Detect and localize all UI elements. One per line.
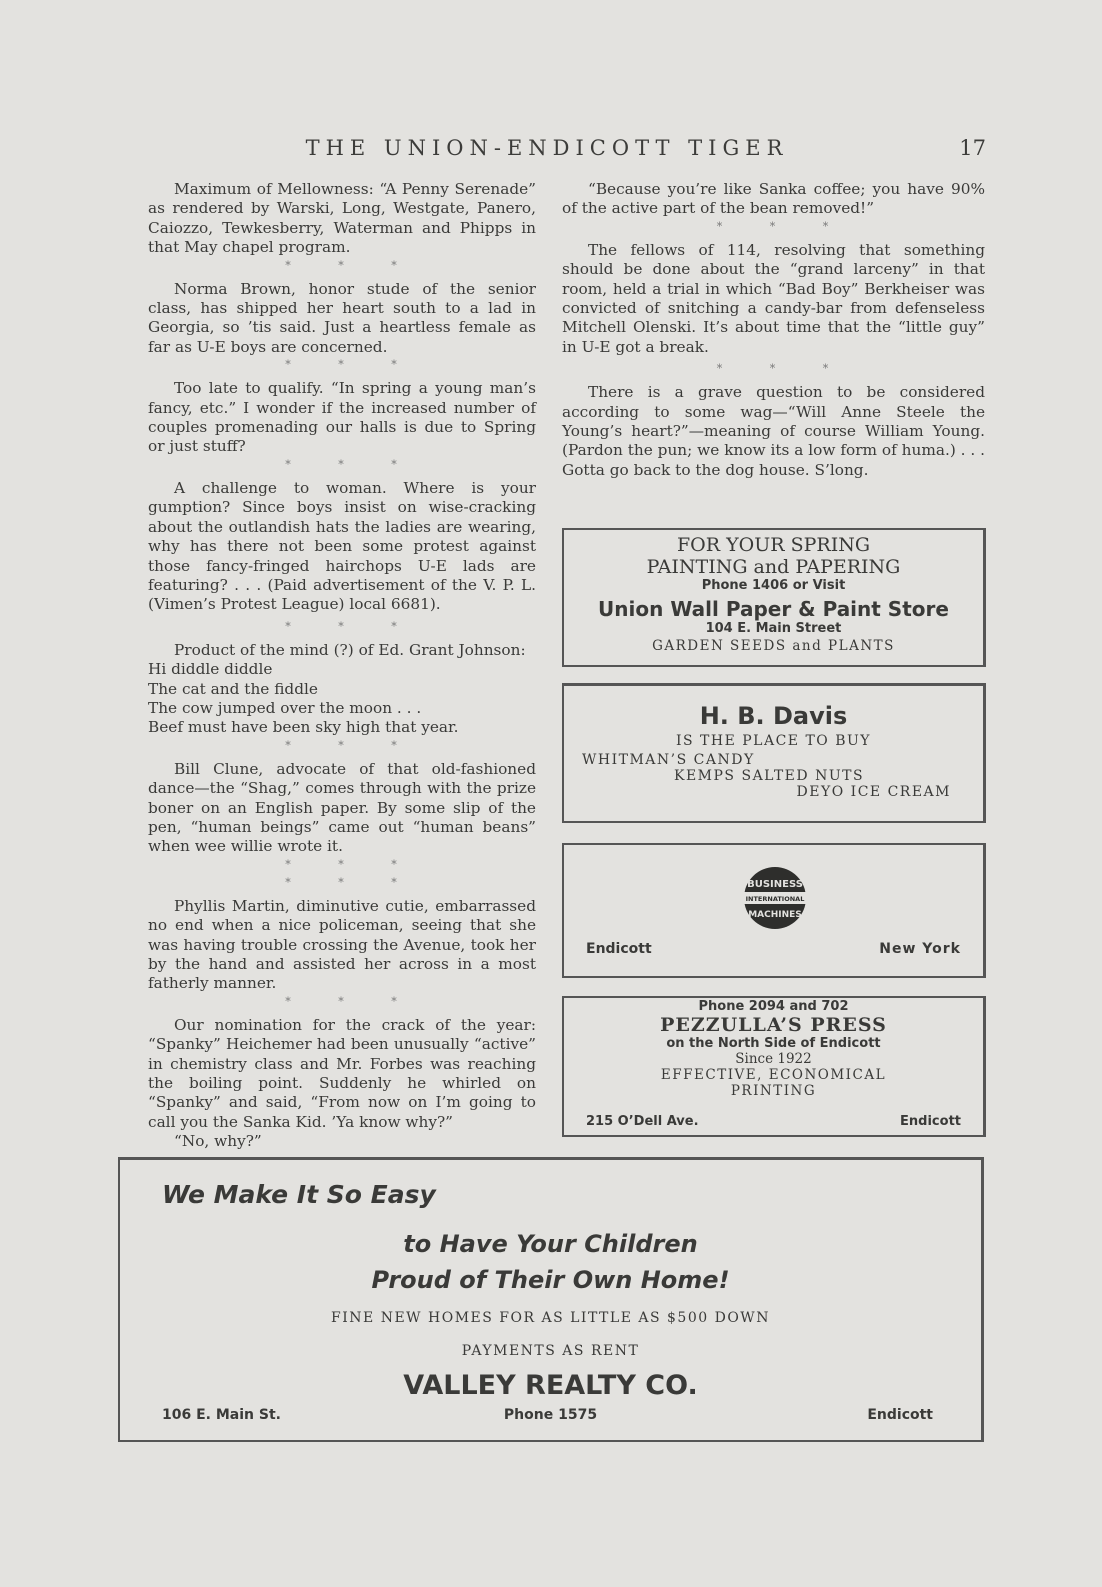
ad-union-wall-paper	[562, 528, 986, 667]
ad-address: 215 O’Dell Ave.	[586, 1114, 699, 1129]
section-separator: * * *	[285, 875, 419, 889]
ad-business-name: H. B. Davis	[699, 702, 848, 730]
paragraph: A challenge to woman. Where is your gumption? Since boys insist on wise-cracking about the outlandish hats the ladies are wearing, why has there not been some protest against those fancy-fringed hairchops U-E lads are featuring? . . . (Paid advertisement of the V. P. L. (Vimen’s Protest League) local 6681).	[148, 478, 536, 614]
logo-text-mid: INTERNATIONAL	[745, 895, 805, 903]
paragraph: “Because you’re like Sanka coffee; you have 90% of the active part of the bean removed!”	[562, 180, 985, 218]
paragraph: Phyllis Martin, diminutive cutie, embarrassed no end when a nice policeman, seeing that she was having trouble crossing the Avenue, took her by the hand and assisted her across in a most fatherly manner.	[148, 896, 536, 993]
section-separator: * * *	[285, 358, 419, 372]
ad-item: WHITMAN’S CANDY	[582, 752, 755, 768]
section-separator: * * *	[285, 857, 419, 871]
paragraph: “No, why?”	[174, 1132, 262, 1151]
ad-tagline: IS THE PLACE TO BUY	[675, 733, 872, 749]
paragraph: Norma Brown, honor stude of the senior class, has shipped her heart south to a lad in Georgia, so ’tis said. Just a heartless female as far as U-E boys are concerned.	[148, 279, 536, 356]
ad-headline: FOR YOUR SPRING	[677, 534, 870, 556]
ad-phone: Phone 2094 and 702	[698, 999, 849, 1014]
poem-line: Beef must have been sky high that year.	[148, 718, 459, 737]
publication-title: THE UNION-ENDICOTT TIGER	[305, 136, 789, 160]
section-separator: * * *	[285, 994, 419, 1008]
ad-phone: Phone 1575	[503, 1407, 598, 1423]
ad-item: DEYO ICE CREAM	[796, 784, 951, 800]
right-column	[562, 180, 985, 480]
paragraph: Our nomination for the crack of the year: “Spanky” Heichemer had been unusually “active” in chemistry class and Mr. Forbes was reaching the boiling point. Suddenly he whirled on “Spanky” and said, “From now on I’m going to call you the Sanka Kid. ’Ya know why?”	[148, 1015, 536, 1131]
ad-address: 104 E. Main Street	[705, 621, 842, 636]
ad-offer: FINE NEW HOMES FOR AS LITTLE AS $500 DOWN	[331, 1310, 770, 1326]
ad-pezzulla-press	[562, 996, 986, 1137]
section-separator: * * *	[716, 362, 851, 376]
poem-line: Hi diddle diddle	[148, 660, 273, 679]
ad-address: 106 E. Main St.	[162, 1407, 281, 1423]
ad-valley-realty	[118, 1157, 984, 1442]
ad-headline: PAINTING and PAPERING	[646, 556, 901, 578]
ad-city: Endicott	[867, 1407, 933, 1423]
ad-city-left: Endicott	[586, 941, 652, 957]
ad-tagline: PRINTING	[730, 1083, 817, 1099]
paragraph: There is a grave question to be considered according to some wag—“Will Anne Steele the Young’s heart?”—meaning of course William Young. (Pardon the pun; we know its a low form of huma.) . . . Gotta go back to the dog house. S’long.	[562, 383, 985, 479]
ad-headline: to Have Your Children	[403, 1230, 698, 1258]
page-number: 17	[959, 136, 986, 160]
ad-offer: PAYMENTS AS RENT	[461, 1343, 640, 1359]
paragraph: Bill Clune, advocate of that old-fashioned dance—the “Shag,” comes through with the prize boner on an English paper. By some slip of the pen, “human beings” came out “human beans” when wee willie wrote it.	[148, 759, 536, 856]
left-column	[148, 180, 536, 1152]
ad-since: Since 1922	[735, 1051, 812, 1067]
paragraph: Product of the mind (?) of Ed. Grant Johnson:	[174, 640, 526, 659]
paragraph: Too late to qualify. “In spring a young man’s fancy, etc.” I wonder if the increased number of couples promenading our halls is due to Spring or just stuff?	[148, 379, 536, 456]
ibm-globe-logo	[742, 865, 808, 931]
ad-business-name: VALLEY REALTY CO.	[403, 1370, 698, 1401]
poem-line: The cat and the fiddle	[148, 679, 318, 698]
ad-business-name: PEZZULLA’S PRESS	[660, 1014, 887, 1036]
ad-tagline: EFFECTIVE, ECONOMICAL	[660, 1067, 887, 1083]
ad-headline: Proud of Their Own Home!	[371, 1266, 730, 1294]
ad-business-name: Union Wall Paper & Paint Store	[598, 597, 949, 621]
logo-text-top: BUSINESS	[747, 879, 803, 890]
ad-city: Endicott	[900, 1114, 961, 1129]
poem	[148, 660, 536, 738]
ad-headline: We Make It So Easy	[162, 1180, 436, 1209]
page-header	[148, 136, 986, 166]
ad-location: on the North Side of Endicott	[666, 1036, 881, 1051]
section-separator: * * *	[285, 258, 419, 272]
ad-item: KEMPS SALTED NUTS	[674, 768, 865, 784]
section-separator: * * *	[285, 457, 419, 471]
poem-line: The cow jumped over the moon . . .	[148, 698, 422, 717]
ad-city-right: New York	[879, 941, 961, 957]
ad-footer: GARDEN SEEDS and PLANTS	[652, 638, 895, 654]
ad-phone: Phone 1406 or Visit	[701, 578, 846, 593]
section-separator: * * *	[716, 219, 851, 233]
ad-ibm	[562, 843, 986, 978]
paragraph: The fellows of 114, resolving that something should be done about the “grand larceny” in that room, held a trial in which “Bad Boy” Berkheiser was convicted of snitching a candy-bar from defenseless Mitchell Olenski. It’s about time that the “little guy” in U-E got a break.	[562, 240, 985, 356]
section-separator: * * *	[285, 738, 419, 752]
logo-text-bottom: MACHINES	[748, 910, 802, 920]
paragraph: Maximum of Mellowness: “A Penny Serenade” as rendered by Warski, Long, Westgate, Panero, Caiozzo, Tewkesberry, Waterman and Phipps in that May chapel program.	[148, 180, 536, 257]
section-separator: * * *	[285, 619, 419, 633]
ad-hb-davis	[562, 683, 986, 823]
